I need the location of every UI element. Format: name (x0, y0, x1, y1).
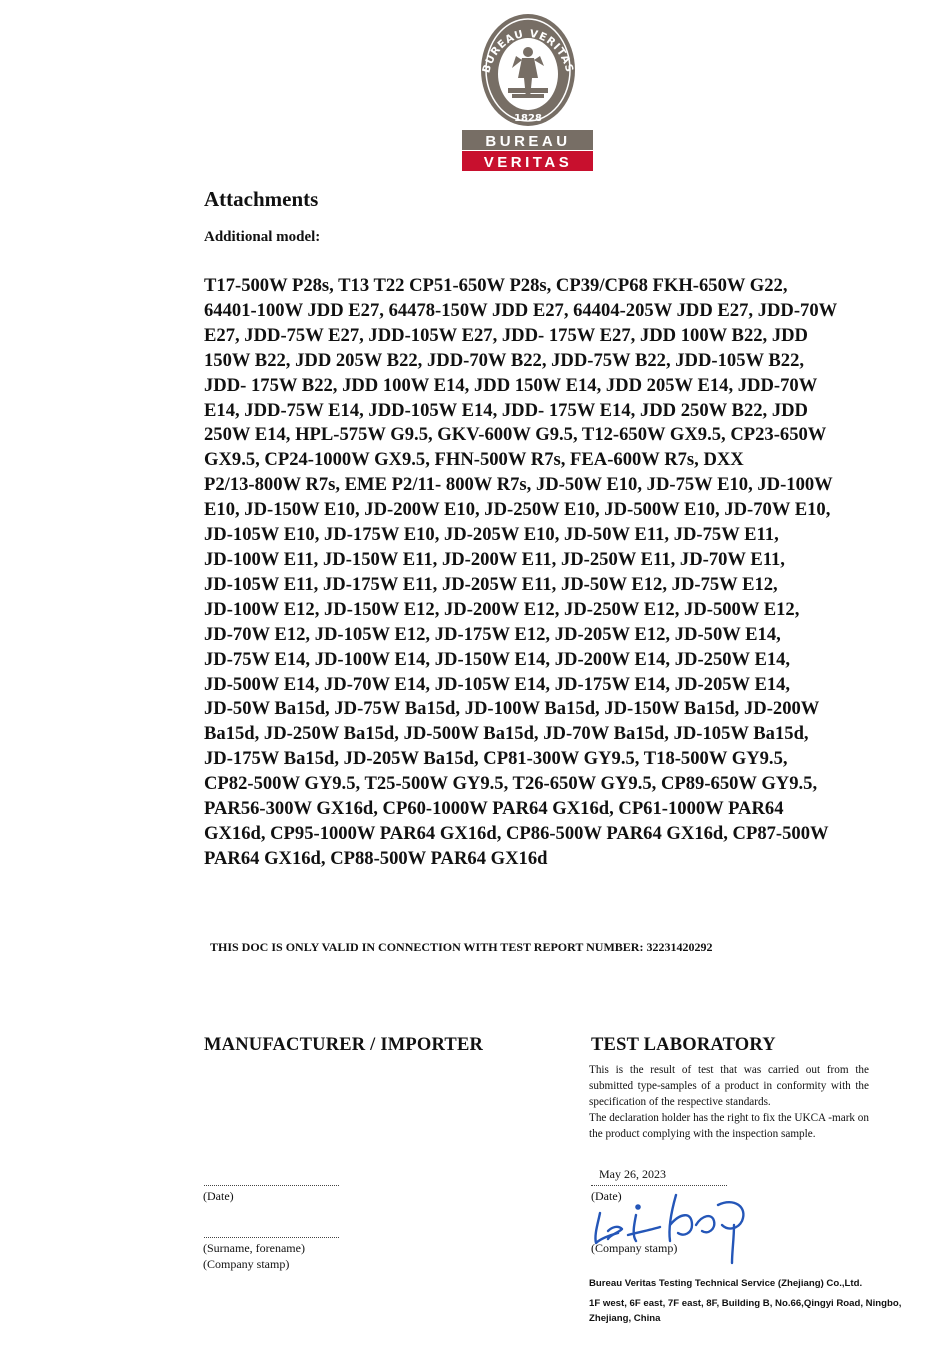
name-line (204, 1237, 339, 1238)
model-list (204, 274, 868, 872)
date-line (204, 1185, 339, 1186)
model-line: JD-75W E14, JD-100W E14, JD-150W E14, JD-200W E14, JD-250W E14, (204, 648, 791, 670)
seal-text: BUREAU VERITAS (480, 27, 576, 75)
model-line: JD-100W E12, JD-150W E12, JD-200W E12, JD-250W E12, JD-500W E12, (204, 598, 800, 620)
wordmark-bureau: BUREAU (485, 133, 571, 150)
manufacturer-date-label: (Date) (203, 1189, 234, 1203)
handwritten-signature (588, 1185, 750, 1267)
bureau-veritas-logo (460, 8, 593, 172)
model-line: JD-70W E12, JD-105W E12, JD-175W E12, JD-205W E12, JD-50W E14, (204, 623, 781, 645)
company-name: Bureau Veritas Testing Technical Service (Zhejiang) Co.,Ltd. (589, 1278, 863, 1289)
laboratory-date-value: May 26, 2023 (599, 1167, 666, 1181)
laboratory-title: TEST LABORATORY (591, 1035, 776, 1055)
model-line: JD-50W Ba15d, JD-75W Ba15d, JD-100W Ba15d, JD-150W Ba15d, JD-200W (204, 698, 820, 720)
attachments-heading: Attachments (204, 187, 319, 211)
model-line: JD-100W E11, JD-150W E11, JD-200W E11, JD-250W E11, JD-70W E11, (204, 548, 785, 570)
laboratory-statement (589, 1062, 869, 1142)
model-line: GX9.5, CP24-1000W GX9.5, FHN-500W R7s, FEA-600W R7s, DXX (204, 449, 744, 471)
model-line: PAR56-300W GX16d, CP60-1000W PAR64 GX16d, CP61-1000W PAR64 (204, 798, 784, 820)
model-line: 150W B22, JDD 205W B22, JDD-70W B22, JDD-75W B22, JDD-105W B22, (204, 349, 805, 371)
model-line: GX16d, CP95-1000W PAR64 GX16d, CP86-500W PAR64 GX16d, CP87-500W (204, 822, 829, 844)
laboratory-paragraph-1: This is the result of test that was carried out from the submitted type-samples of a product in conformity with the specification of the respective standards. (589, 1064, 869, 1108)
company-address-line2: Zhejiang, China (589, 1313, 661, 1324)
model-line: CP82-500W GY9.5, T25-500W GY9.5, T26-650W GY9.5, CP89-650W GY9.5, (204, 773, 818, 795)
model-line: JD-175W Ba15d, JD-205W Ba15d, CP81-300W GY9.5, T18-500W GY9.5, (204, 748, 788, 770)
seal-year: 1828 (514, 113, 542, 124)
model-line: PAR64 GX16d, CP88-500W PAR64 GX16d (204, 847, 548, 869)
manufacturer-name-label: (Surname, forename) (203, 1241, 305, 1255)
laboratory-stamp-label: (Company stamp) (591, 1241, 678, 1255)
laboratory-date-label: (Date) (591, 1189, 622, 1203)
model-line: 250W E14, HPL-575W G9.5, GKV-600W G9.5, T12-650W GX9.5, CP23-650W (204, 424, 827, 446)
additional-model-label: Additional model: (204, 229, 321, 245)
model-line: E14, JDD-75W E14, JDD-105W E14, JDD- 175W E14, JDD 250W B22, JDD (204, 399, 808, 421)
company-address-line1: 1F west, 6F east, 7F east, 8F, Building B, No.66,Qingyi Road, Ningbo, (589, 1298, 902, 1309)
model-line: T17-500W P28s, T13 T22 CP51-650W P28s, CP39/CP68 FKH-650W G22, (204, 275, 788, 296)
validity-statement (210, 940, 712, 955)
laboratory-paragraph-2: The declaration holder has the right to fix the UKCA -mark on the product complying with the inspection sample. (589, 1112, 869, 1140)
model-line: E27, JDD-75W E27, JDD-105W E27, JDD- 175W E27, JDD 100W B22, JDD (204, 324, 808, 346)
report-number: 32231420292 (646, 940, 713, 954)
model-line: P2/13-800W R7s, EME P2/11- 800W R7s, JD-50W E10, JD-75W E10, JD-100W (204, 474, 833, 496)
model-line: E10, JD-150W E10, JD-200W E10, JD-250W E10, JD-500W E10, JD-70W E10, (204, 499, 831, 521)
model-line: Ba15d, JD-250W Ba15d, JD-500W Ba15d, JD-70W Ba15d, JD-105W Ba15d, (204, 723, 809, 745)
model-line: JDD- 175W B22, JDD 100W E14, JDD 150W E14, JDD 205W E14, JDD-70W (204, 374, 818, 396)
wordmark-veritas: VERITAS (483, 154, 573, 171)
manufacturer-stamp-label: (Company stamp) (203, 1257, 290, 1271)
manufacturer-title: MANUFACTURER / IMPORTER (204, 1035, 484, 1055)
model-line: 64401-100W JDD E27, 64478-150W JDD E27, 64404-205W JDD E27, JDD-70W (204, 299, 838, 321)
validity-text: THIS DOC IS ONLY VALID IN CONNECTION WITH TEST REPORT NUMBER: (210, 940, 644, 954)
model-line: JD-105W E11, JD-175W E11, JD-205W E11, JD-50W E12, JD-75W E12, (204, 573, 778, 595)
model-line: JD-105W E10, JD-175W E10, JD-205W E10, JD-50W E11, JD-75W E11, (204, 524, 779, 546)
model-line: JD-500W E14, JD-70W E14, JD-105W E14, JD-175W E14, JD-205W E14, (204, 673, 791, 695)
